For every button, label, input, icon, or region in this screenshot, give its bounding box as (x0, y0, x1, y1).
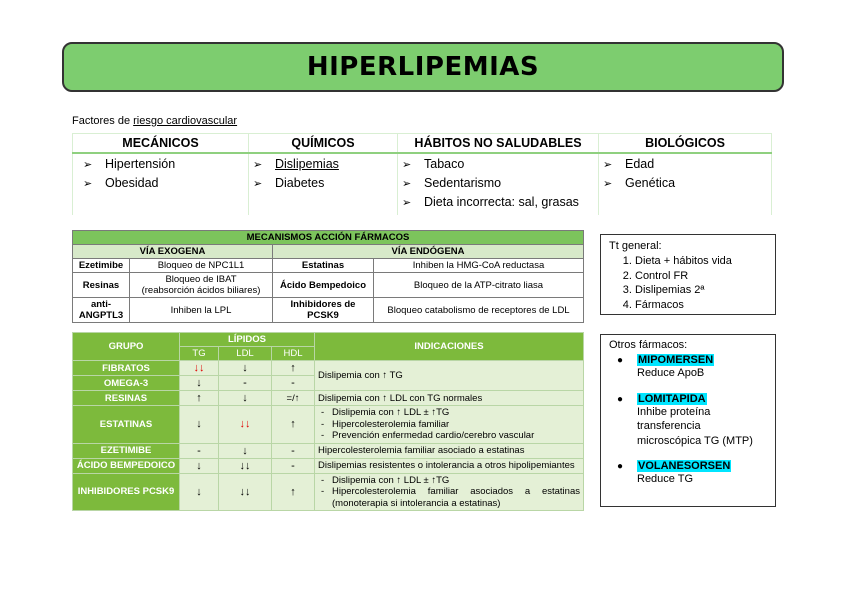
list-item: ● VOLANESORSEN Reduce TG (617, 460, 731, 485)
list-item: 3. Dislipemias 2ª (635, 283, 767, 298)
table-row: INHIBIDORES PCSK9 ↓ ↓↓ ↑ - Dislipemia con ↑ LDL ± ↑TG - Hipercolesterolemia familiar asociados a estatinas (monoterapia si intolerancia a estatinas) (73, 473, 584, 511)
header-biologicos: BIOLÓGICOS (599, 134, 772, 154)
subtitle-underlined: riesgo cardiovascular (133, 115, 238, 127)
table-row: ESTATINAS ↓ ↓↓ ↑ - Dislipemia con ↑ LDL ± ↑TG - Hipercolesterolemia familiar - Prevención enfermedad cardio/cerebro vascular (73, 406, 584, 444)
arrow-bullet-icon: ➢ (253, 178, 263, 190)
header-grupo: GRUPO (73, 333, 180, 361)
table-row: FIBRATOS ↓↓ ↓ ↑ Dislipemia con ↑ TG (73, 361, 584, 376)
list-item: 4. Fármacos (635, 298, 767, 313)
list-item: 1. Dieta + hábitos vida (635, 254, 767, 269)
list-item: ● LOMITAPIDA Inhibe proteína transferencia microscópica TG (MTP) (617, 392, 753, 447)
table-row: RESINAS ↑ ↓ =/↑ Dislipemia con ↑ LDL con TG normales (73, 391, 584, 406)
table-row: Ezetimibe Bloqueo de NPC1L1 Estatinas Inhiben la HMG-CoA reductasa (73, 259, 584, 273)
bullet-icon: ● (617, 461, 624, 472)
subtitle-prefix: Factores de (72, 115, 134, 127)
arrow-bullet-icon: ➢ (603, 178, 613, 190)
mechanisms-title: MECANISMOS ACCIÓN FÁRMACOS (73, 231, 584, 245)
page-title: HIPERLIPEMIAS (306, 52, 540, 82)
tt-general-box (600, 234, 776, 315)
otros-farmacos-box (600, 334, 776, 507)
list-item: ➢ Tabaco (402, 155, 594, 174)
header-mecanicos: MECÁNICOS (73, 134, 249, 154)
list-item: ➢ Dislipemias (253, 155, 393, 174)
list-item: ➢ Edad (603, 155, 767, 174)
tt-general-list (609, 254, 767, 312)
table-row: Resinas Bloqueo de IBAT (reabsorción ácidos biliares) Ácido Bempedoico Bloqueo de la ATP-citrato liasa (73, 273, 584, 298)
habitos-cell (398, 153, 599, 215)
list-item: ➢ Hipertensión (77, 155, 244, 174)
list-item: ➢ Dieta incorrecta: sal, grasas (402, 193, 594, 212)
otros-title: Otros fármacos: (609, 339, 688, 351)
risk-factors-table (72, 133, 772, 215)
biologicos-cell (599, 153, 772, 215)
table-row: anti- ANGPTL3 Inhiben la LPL Inhibidores de PCSK9 Bloqueo catabolismo de receptores de LDL (73, 298, 584, 323)
via-exogena-header: VÍA EXOGENA (73, 245, 273, 259)
arrow-bullet-icon: ➢ (402, 159, 412, 171)
title-banner (62, 42, 784, 92)
arrow-bullet-icon: ➢ (83, 178, 93, 190)
arrow-bullet-icon: ➢ (402, 197, 412, 209)
arrow-bullet-icon: ➢ (603, 159, 613, 171)
table-row: OMEGA-3 ↓ - - (73, 376, 584, 391)
tt-general-title: Tt general: (609, 240, 662, 252)
list-item: ➢ Genética (603, 174, 767, 193)
list-item: ➢ Diabetes (253, 174, 393, 193)
arrow-bullet-icon: ➢ (253, 159, 263, 171)
mechanisms-table (72, 230, 584, 323)
header-habitos: HÁBITOS NO SALUDABLES (398, 134, 599, 154)
table-row: ÁCIDO BEMPEDOICO ↓ ↓↓ - Dislipemias resistentes o intolerancia a otros hipolipemiantes (73, 458, 584, 473)
arrow-bullet-icon: ➢ (83, 159, 93, 171)
arrow-bullet-icon: ➢ (402, 178, 412, 190)
list-item: ➢ Obesidad (77, 174, 244, 193)
list-item: ➢ Sedentarismo (402, 174, 594, 193)
mecanicos-cell (73, 153, 249, 215)
list-item: 2. Control FR (635, 269, 767, 284)
quimicos-cell (249, 153, 398, 215)
bullet-icon: ● (617, 355, 624, 366)
header-indicaciones: INDICACIONES (315, 333, 584, 361)
via-endogena-header: VÍA ENDÓGENA (273, 245, 584, 259)
header-lipidos: LÍPIDOS (180, 333, 315, 347)
header-quimicos: QUÍMICOS (249, 134, 398, 154)
table-row: EZETIMIBE - ↓ - Hipercolesterolemia familiar asociado a estatinas (73, 443, 584, 458)
bullet-icon: ● (617, 393, 624, 405)
drug-table: GRUPO LÍPIDOS INDICACIONES TG LDL HDL FIBRATOS ↓↓ ↓ ↑ Dislipemia con ↑ TG OMEGA-3 ↓ - - RESINAS ↑ ↓ =/↑ Dislipemia con ↑ LDL con TG normales ESTATINAS ↓ ↓↓ ↑ - Dislipemia con ↑ LDL ± ↑TG - Hipercolesterolemia familiar - Prevención enfermedad cardio/cerebro vascular EZETIMIBE - ↓ - Hipercolesterolemia familiar asociado a estatinas ÁCIDO BEMPEDOICO ↓ ↓↓ - Dislipemias resistentes o intolerancia a otros hipolipemiantes INHIBIDORES PCSK9 ↓ ↓↓ ↑ - Dislipemia con ↑ LDL ± ↑TG - Hipercolesterolemia familiar asociados a estatinas (monoterapia si intolerancia a estatinas) (72, 332, 584, 511)
subtitle (72, 115, 237, 127)
list-item: ● MIPOMERSEN Reduce ApoB (617, 354, 714, 379)
